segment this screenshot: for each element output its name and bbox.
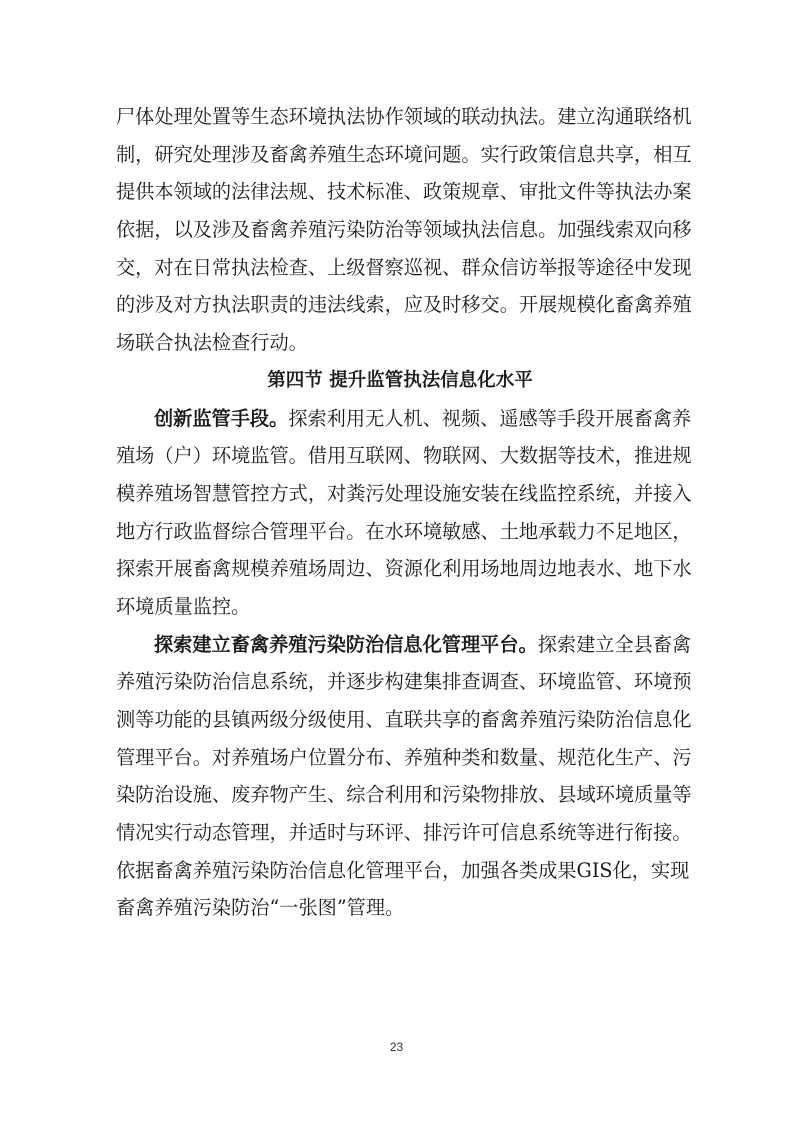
text-line: 制，研究处理涉及畜禽养殖生态环境问题。实行政策信息共享，相互 — [116, 142, 692, 166]
text-line: 交，对在日常执法检查、上级督察巡视、群众信访举报等途径中发现 — [116, 255, 692, 279]
section-heading: 第四节 提升监管执法信息化水平 — [267, 369, 533, 391]
text-line: 染防治设施、废弃物产生、综合利用和污染物排放、县域环境质量等 — [116, 783, 692, 807]
paragraph-first-line — [116, 626, 692, 664]
text-line: 提供本领域的法律法规、技术标准、政策规章、审批文件等执法办案 — [116, 180, 692, 204]
paragraph-platform — [116, 626, 692, 928]
text-line: 情况实行动态管理，并适时与环评、排污许可信息系统等进行衔接。 — [116, 821, 692, 845]
text-line: 环境质量监控。 — [116, 594, 251, 618]
text-line: 管理平台。对养殖场户位置分布、养殖种类和数量、规范化生产、污 — [116, 745, 692, 769]
paragraph-first-line — [116, 400, 692, 438]
text-line: 模养殖场智慧管控方式，对粪污处理设施安装在线监控系统，并接入 — [116, 481, 692, 505]
text-line: 地方行政监督综合管理平台。在水环境敏感、土地承载力不足地区， — [116, 519, 692, 543]
text-line: 畜禽养殖污染防治“一张图”管理。 — [116, 896, 405, 920]
text-line: 依据畜禽养殖污染防治信息化管理平台，加强各类成果GIS化，实现 — [116, 858, 690, 882]
text-line: 尸体处理处置等生态环境执法协作领域的联动执法。建立沟通联络机 — [116, 105, 692, 128]
text-line: 场联合执法检查行动。 — [116, 331, 308, 355]
paragraph-joint-enforcement — [116, 98, 692, 362]
text-line: 测等功能的县镇两级分级使用、直联共享的畜禽养殖污染防治信息化 — [116, 708, 692, 731]
text-line: 殖场（户）环境监管。借用互联网、物联网、大数据等技术，推进规 — [116, 444, 692, 468]
paragraph-first-line-text: 探索建立全县畜禽 — [537, 632, 692, 656]
paragraph-lead: 探索建立畜禽养殖污染防治信息化管理平台。 — [154, 632, 538, 656]
text-line: 依据，以及涉及畜禽养殖污染防治等领域执法信息。加强线索双向移 — [116, 218, 692, 242]
text-line: 的涉及对方执法职责的违法线索，应及时移交。开展规模化畜禽养殖 — [116, 293, 692, 317]
paragraph-first-line-text: 探索利用无人机、视频、遥感等手段开展畜禽养 — [288, 406, 692, 430]
text-line: 探索开展畜禽规模养殖场周边、资源化利用场地周边地表水、地下水 — [116, 557, 692, 581]
paragraph-lead: 创新监管手段。 — [154, 406, 289, 430]
page-number: 23 — [389, 1040, 404, 1054]
text-line: 养殖污染防治信息系统，并逐步构建集排查调查、环境监管、环境预 — [116, 670, 692, 694]
document-body — [116, 98, 692, 927]
paragraph-innovation — [116, 400, 692, 626]
